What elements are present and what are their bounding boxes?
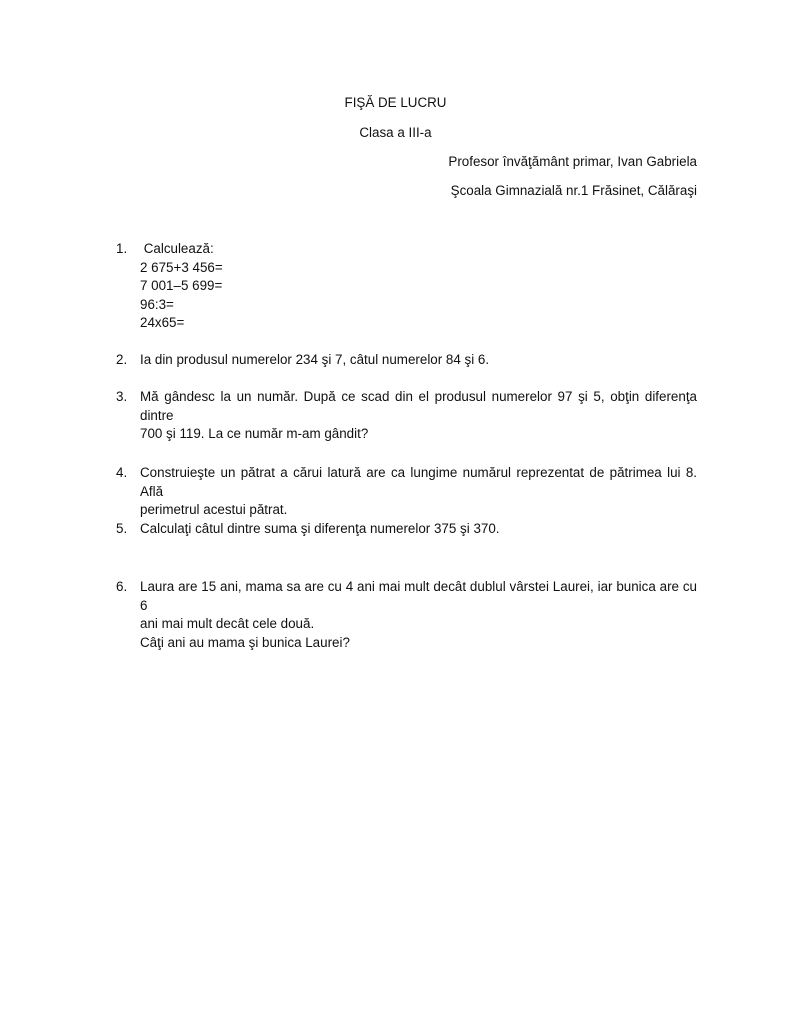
exercise-text-line: Laura are 15 ani, mama sa are cu 4 ani mai mult decât dublul vârstei Laurei, iar bunica are cu 6 bbox=[140, 579, 697, 613]
exercise-text-line: Construieşte un pătrat a cărui latură are ca lungime numărul reprezentat de pătrimea lui 8. Află bbox=[140, 465, 697, 499]
school-label: Şcoala Gimnazială nr.1 Frăsinet, Călăraşi bbox=[450, 183, 697, 198]
exercise-title: Calculează: bbox=[140, 241, 214, 256]
exercise-number: 2. bbox=[116, 352, 128, 367]
exercise-text: Ia din produsul numerelor 234 şi 7, câtul numerelor 84 şi 6. bbox=[140, 352, 490, 367]
exercise-text: Calculaţi câtul dintre suma şi diferenţa numerelor 375 şi 370. bbox=[140, 521, 500, 536]
class-label: Clasa a III-a bbox=[359, 125, 432, 140]
exercise-6 bbox=[116, 578, 697, 652]
page-title: FIŞĂ DE LUCRU bbox=[344, 95, 447, 110]
exercise-text-line: ani mai mult decât cele două. bbox=[140, 616, 315, 631]
exercise-text-line: perimetrul acestui pătrat. bbox=[140, 502, 288, 517]
calculation-line: 24x65= bbox=[140, 315, 185, 330]
exercise-number: 6. bbox=[116, 579, 128, 594]
teacher-label: Profesor învăţământ primar, Ivan Gabriela bbox=[448, 154, 697, 169]
exercise-4 bbox=[116, 464, 697, 520]
exercise-5 bbox=[116, 520, 697, 539]
exercise-number: 4. bbox=[116, 465, 128, 480]
exercise-text-line: 700 şi 119. La ce număr m-am gândit? bbox=[140, 426, 369, 441]
exercise-3 bbox=[116, 388, 697, 444]
exercise-1 bbox=[116, 240, 697, 333]
exercise-number: 3. bbox=[116, 389, 128, 404]
calculation-line: 7 001–5 699= bbox=[140, 278, 223, 293]
exercise-2 bbox=[116, 351, 697, 370]
exercise-number: 1. bbox=[116, 241, 128, 256]
calculation-line: 96:3= bbox=[140, 296, 174, 312]
calculation-line: 2 675+3 456= bbox=[140, 259, 223, 275]
exercise-number: 5. bbox=[116, 521, 128, 536]
exercise-text-line: Câţi ani au mama şi bunica Laurei? bbox=[140, 634, 350, 650]
exercise-text-line: Mă gândesc la un număr. După ce scad din el produsul numerelor 97 şi 5, obţin diferenţa dintre bbox=[140, 389, 697, 423]
